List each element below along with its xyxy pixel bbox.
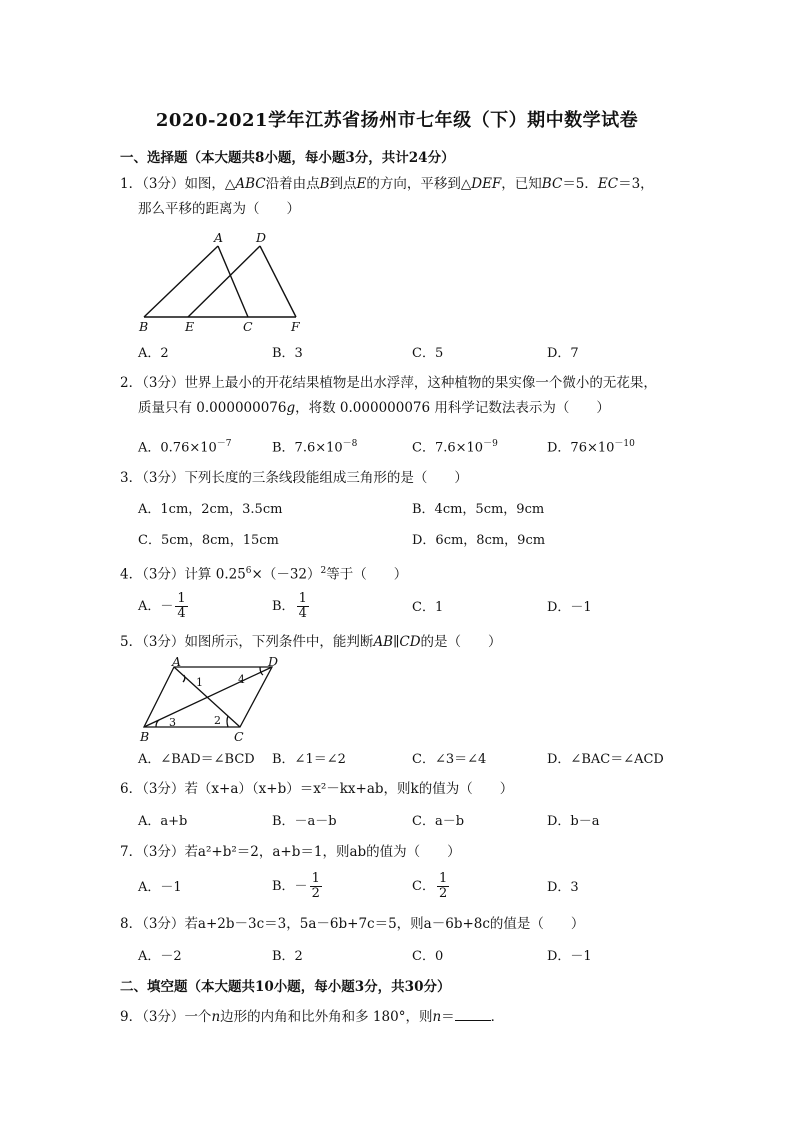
segment-df [260,246,296,317]
option-d[interactable]: D．3 [547,880,579,895]
option-b[interactable]: B．4cm，5cm，9cm [412,502,545,517]
question-6: 6．（3分）若（x+a）（x+b）＝x²－kx+ab，则k的值为（ ） [120,781,514,797]
option-a[interactable]: A．1cm，2cm，3.5cm [138,502,283,517]
q5-options [138,748,678,770]
question-8: 8．（3分）若a+2b－3c＝3，5a－6b+7c＝5，则a－6b+8c的值是（ ） [120,916,585,932]
option-b[interactable]: B．∠1＝∠2 [272,752,346,767]
label-e: E [185,319,195,334]
option-c[interactable]: C．0 [412,949,444,964]
fraction: $\frac{1}{2}$ [311,871,320,901]
question-2: 2．（3分）世界上最小的开花结果植物是出水浮萍，这种植物的果实像一个微小的无花果， 质量只有 0.000000076g，将数 0.000000076 用科学记数法表示为（ ） [120,375,657,416]
question-number: 3．（3分） [120,470,185,486]
label-c: C [234,729,244,744]
question-number: 9．（3分） [120,1009,185,1025]
question-number: 4．（3分） [120,566,185,583]
question-number: 5．（3分） [120,634,185,650]
option-a[interactable]: A．－1 [138,880,182,895]
option-a[interactable]: A．∠BAD＝∠BCD [138,752,255,767]
angle-label-3: 3 [169,716,176,729]
option-b[interactable]: B．3 [272,346,303,361]
fraction: $\frac{1}{4}$ [298,591,307,621]
q6-options [138,810,678,832]
option-d[interactable]: D．$76\times 10^{-10}$ [547,439,635,456]
label-d: D [256,230,267,245]
question-number: 8．（3分） [120,916,185,932]
q2-options [138,436,678,458]
option-a[interactable]: A．－2 [138,949,182,964]
label-c: C [243,319,253,334]
option-a[interactable]: A．$0.76\times 10^{-7}$ [138,439,232,456]
q1-options [138,342,678,364]
question-number: 7．（3分） [120,844,185,860]
label-f: F [291,319,300,334]
option-c[interactable]: C．a－b [412,814,465,829]
option-a[interactable]: A．2 [138,346,169,361]
option-c[interactable]: C．1 [412,600,444,615]
q3-options-row2 [138,529,678,551]
option-c[interactable]: C．∠3＝∠4 [412,752,487,767]
option-c[interactable]: C． $\frac{1}{2}$ [412,871,448,901]
label-a: A [214,230,224,245]
option-b[interactable]: B．$7.6\times 10^{-8}$ [272,439,358,456]
fraction: $\frac{1}{4}$ [177,591,186,621]
option-c[interactable]: C．5 [412,346,444,361]
q3-options-row1 [138,498,678,520]
page-title: 2020-2021学年江苏省扬州市七年级（下）期中数学试卷 [155,110,639,131]
option-b[interactable]: B． $\frac{1}{4}$ [272,591,307,621]
segment-ed [188,246,260,317]
section-heading-choice: 一、选择题（本大题共8小题，每小题3分，共计24分） [120,150,455,166]
option-b[interactable]: B．－ $\frac{1}{2}$ [272,871,320,901]
section-heading-fill: 二、填空题（本大题共10小题，每小题3分，共30分） [120,979,451,995]
option-d[interactable]: D．6cm，8cm，9cm [412,533,546,548]
parallelogram-figure [132,655,292,745]
angle-label-1: 1 [196,676,203,689]
label-a: A [172,655,182,669]
fraction: $\frac{1}{2}$ [438,871,448,901]
label-b: B [140,729,150,744]
option-b[interactable]: B．－a－b [272,814,337,829]
option-d[interactable]: D．b－a [547,814,600,829]
angle-label-2: 2 [214,714,221,727]
option-c[interactable]: C．5cm，8cm，15cm [138,533,279,548]
option-a[interactable]: A．－ $\frac{1}{4}$ [138,591,186,621]
segment-ac [218,246,248,317]
question-1: 1．（3分）如图，△ABC沿着由点B到点E的方向，平移到△DEF，已知BC＝5．EC＝3， 那么平移的距离为（ ） [120,176,654,217]
option-c[interactable]: C．$7.6\times 10^{-9}$ [412,439,498,456]
segment-ba [144,246,218,317]
option-d[interactable]: D．∠BAC＝∠ACD [547,752,664,767]
question-5: 5．（3分）如图所示，下列条件中，能判断AB∥CD的是（ ） [120,634,502,650]
question-7: 7．（3分）若a²+b²＝2，a+b＝1，则ab的值为（ ） [120,844,461,860]
q4-options [138,588,678,624]
translation-figure [130,228,320,338]
option-b[interactable]: B．2 [272,949,303,964]
label-d: D [268,655,279,669]
question-number: 1．（3分） [120,176,185,192]
answer-blank[interactable] [455,1008,491,1021]
question-number: 2．（3分） [120,375,185,391]
option-d[interactable]: D．7 [547,346,579,361]
diagonal-bd [144,667,272,727]
angle-2-arc [227,716,228,727]
option-d[interactable]: D．－1 [547,600,592,615]
option-d[interactable]: D．－1 [547,949,592,964]
question-number: 6．（3分） [120,781,185,797]
label-b: B [139,319,149,334]
q8-options [138,945,678,967]
question-3: 3．（3分）下列长度的三条线段能组成三角形的是（ ） [120,470,468,486]
option-a[interactable]: A．a+b [138,814,188,829]
q7-options [138,868,678,904]
question-9: 9．（3分）一个n边形的内角和比外角和多 180°，则n＝ ． [120,1009,505,1025]
question-4: 4．（3分）计算 $0.25^6\times(-32)^2$等于（ ） [120,566,408,583]
angle-label-4: 4 [238,673,245,686]
